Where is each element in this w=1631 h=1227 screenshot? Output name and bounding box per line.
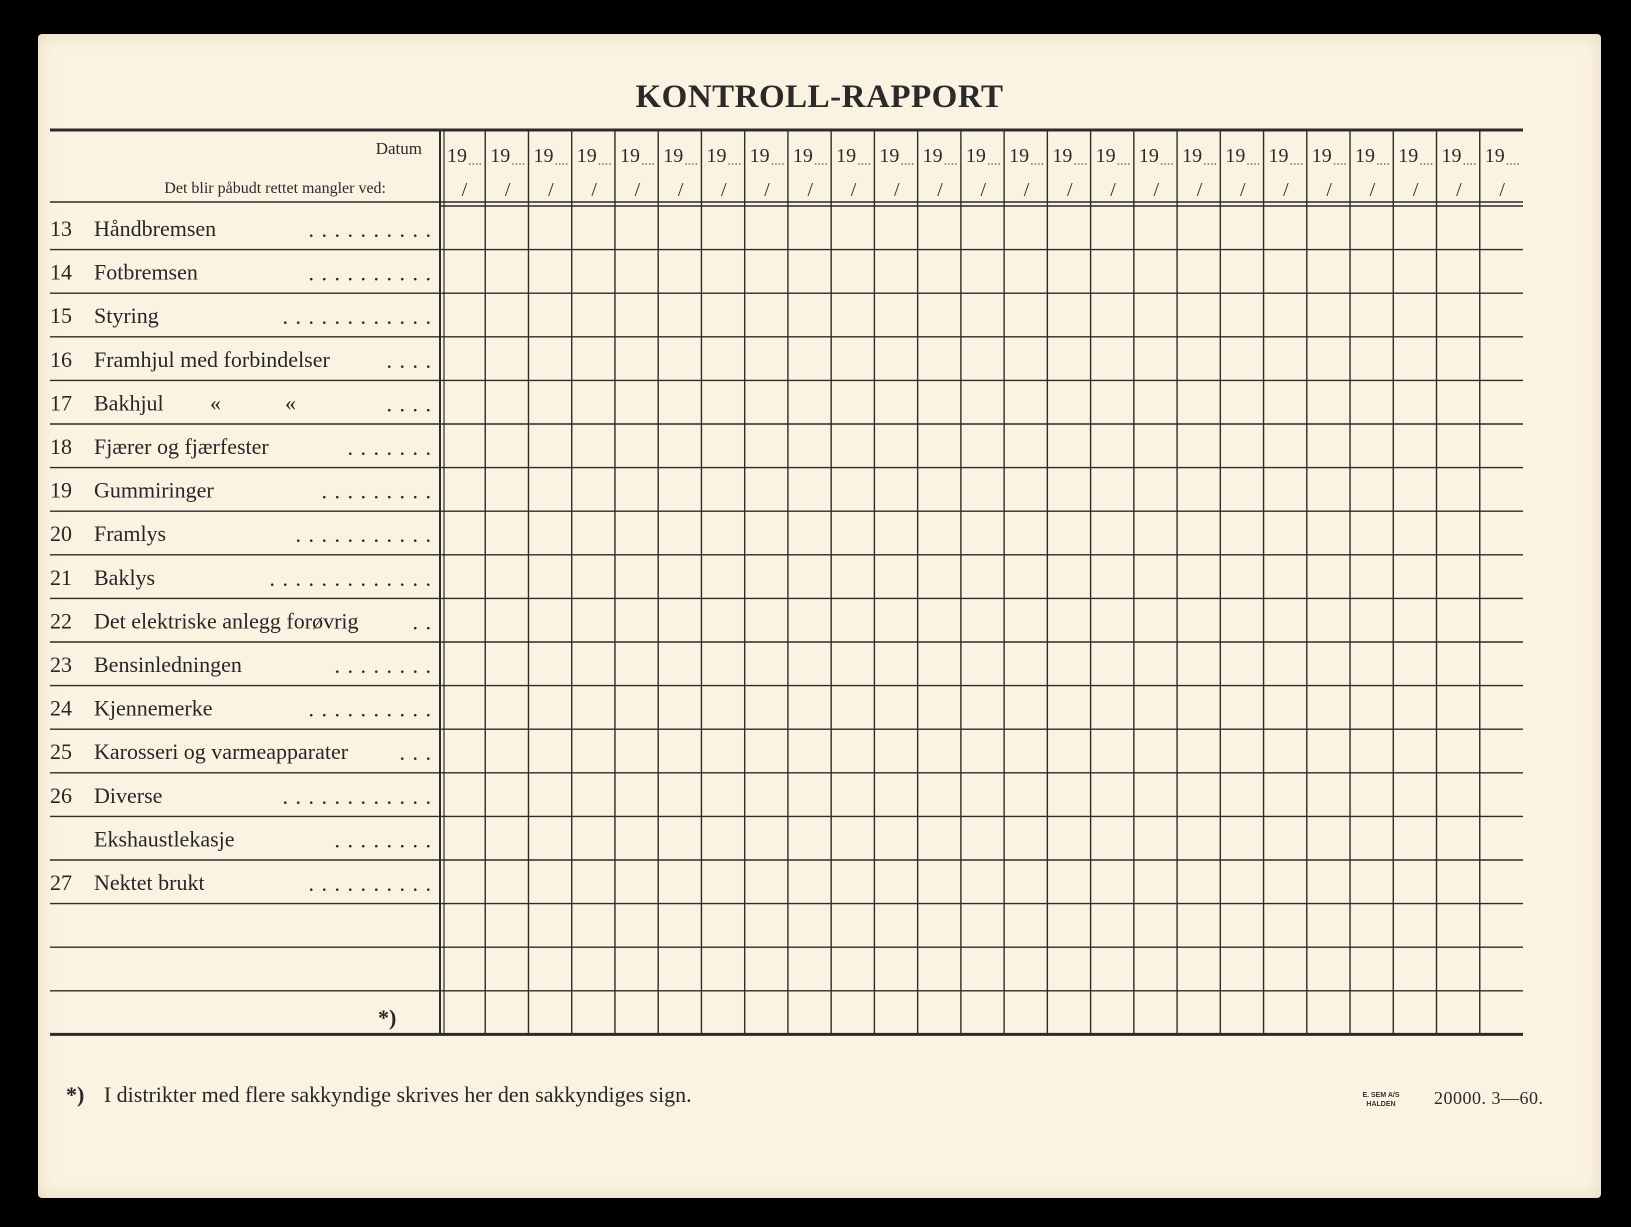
signature-marker: *) [378,1004,397,1030]
check-item-row [50,521,432,547]
date-slash: / [1066,179,1073,201]
date-header-cell [923,145,957,201]
printer-mark [1358,1091,1404,1109]
date-header-cell [966,145,1000,201]
date-header-cell [1355,145,1389,201]
item-label: Framhjul med forbindelser [94,346,330,372]
dot-leader: . . . [399,740,432,766]
item-label: Karosseri og varmeapparater [94,739,349,765]
footnote-text: I distrikter med flere sakkyndige skrives her den sakkyndiges sign. [103,1082,692,1107]
item-label: Fotbremsen [94,259,198,285]
date-slash: / [894,179,900,201]
date-header-cell [706,145,740,201]
date-slash: / [591,179,597,201]
dot-leader: . . . . . . . . [334,827,432,853]
check-item-row [50,565,432,591]
ditto-mark: « [285,390,296,416]
item-number: 20 [50,521,72,547]
date-header-cell [750,145,784,201]
item-label: Ekshaustlekasje [94,826,235,852]
item-label: Styring [94,303,159,329]
check-item-row [50,696,432,722]
item-number: 15 [50,303,72,329]
date-slash: / [1283,179,1289,201]
check-item-row [50,434,432,460]
year-prefix: 19 [1095,145,1116,167]
check-item-row [50,390,432,416]
item-number: 25 [50,739,72,765]
item-label: Bensinledningen [94,652,242,677]
printer-city: HALDEN [1366,1101,1396,1108]
dot-leader: . . . . . . . . . . [308,217,432,242]
item-label: Framlys [94,521,167,547]
dot-leader: . . . . . . . [347,435,432,460]
instruction-label: Det blir påbudt rettet mangler ved: [164,180,386,197]
item-number: 26 [50,782,72,808]
item-number: 13 [50,216,72,241]
item-label: Nektet brukt [94,870,205,895]
item-number: 24 [50,695,72,721]
date-slash: / [850,179,857,201]
year-prefix: 19 [922,145,943,167]
dot-leader: . . . . [386,347,432,373]
dot-leader: . . . . . . . . . . [308,871,432,896]
year-prefix: 19 [663,145,684,167]
year-prefix: 19 [1268,145,1289,167]
check-item-row [50,216,432,242]
year-prefix: 19 [1009,145,1030,167]
year-prefix: 19 [447,145,467,167]
report-card [38,34,1601,1198]
item-label: Håndbremsen [94,216,217,241]
year-prefix: 19 [1484,145,1505,167]
item-label: Gummiringer [94,477,214,503]
date-header-cell [620,145,654,201]
year-prefix: 19 [836,145,857,167]
check-item-row [50,303,432,329]
check-item-row [50,783,432,809]
date-slash: / [634,179,641,201]
date-slash: / [1412,179,1419,201]
date-header-cells [447,145,1519,201]
item-number: 22 [50,608,72,634]
year-prefix: 19 [879,145,900,167]
dot-leader: . . . . . . . . . . [308,260,432,286]
date-header-cell [1139,145,1173,201]
year-prefix: 19 [1441,145,1462,167]
year-prefix: 19 [619,145,640,167]
year-prefix: 19 [533,145,554,167]
date-header-cell [1182,145,1216,201]
item-number: 16 [50,346,72,372]
year-prefix: 19 [792,145,813,167]
date-slash: / [721,179,727,201]
check-item-row [50,739,432,765]
date-header-cell [836,145,870,201]
check-item-row [94,826,432,852]
date-header-cell [490,145,524,201]
date-header-cell [793,145,827,201]
row-labels [50,216,432,1030]
date-header-cell [533,145,567,201]
item-number: 27 [50,870,72,895]
dot-leader: . . . . . . . . . . . . . [269,565,432,591]
year-prefix: 19 [706,145,727,167]
date-header-cell [1442,145,1476,201]
date-header-cell [1096,145,1130,201]
year-prefix: 19 [1138,145,1159,167]
date-header-cell [1009,145,1043,201]
year-prefix: 19 [576,145,597,167]
date-slash: / [1369,179,1376,201]
item-number: 14 [50,259,72,285]
item-number: 19 [50,477,72,503]
date-header-cell [1052,145,1086,201]
check-item-row [378,1005,396,1030]
date-slash: / [1196,179,1203,201]
footnote [66,1082,692,1108]
dot-leader: . . . . . . . . . . . . [282,304,432,330]
check-item-row [50,347,432,373]
date-slash: / [1326,179,1332,201]
dot-leader: . . . . . . . . . . . [295,522,432,548]
date-slash: / [937,179,943,201]
dot-leader: . . . . . . . . . . [308,696,432,722]
item-label: Baklys [94,564,156,590]
year-prefix: 19 [1225,145,1246,167]
datum-label: Datum [375,139,422,158]
ditto-mark: « [210,390,221,416]
dot-leader: . . . . . . . . [334,653,432,678]
date-slash: / [461,179,468,201]
dot-leader: . . . . . . . . . . . . [282,783,432,809]
item-number: 17 [50,390,72,416]
item-number: 23 [50,652,72,677]
item-label: Fjærer og fjærfester [94,434,269,459]
year-prefix: 19 [1398,145,1419,167]
date-header-cell [663,145,697,201]
footnote-marker: *) [66,1082,85,1107]
year-prefix: 19 [1311,145,1332,167]
date-header-cell [1269,145,1303,201]
date-slash: / [1153,179,1160,201]
printer-name: E. SEM A/S [1362,1092,1400,1099]
inspection-grid [38,34,1601,1198]
item-label: Diverse [94,782,163,808]
check-item-row [50,870,432,896]
date-header-cell [1485,145,1519,201]
grid-header [164,139,422,197]
item-label: Bakhjul [94,390,164,416]
date-slash: / [1239,179,1246,201]
dot-leader: . . . . . . . . . [321,478,432,504]
item-number: 21 [50,564,72,590]
year-prefix: 19 [1355,145,1376,167]
date-header-cell [1312,145,1346,201]
check-item-row [50,608,432,634]
date-header-cell [577,145,611,201]
date-slash: / [1456,179,1462,201]
check-item-row [50,652,432,678]
print-code: 20000. 3—60. [1434,1088,1544,1108]
date-slash: / [980,179,987,201]
date-header-cell [1398,145,1432,201]
year-prefix: 19 [490,145,511,167]
date-header-cell [1225,145,1259,201]
form-title: KONTROLL-RAPPORT [635,79,1004,115]
date-slash: / [1499,179,1505,201]
date-header-cell [879,145,913,201]
date-slash: / [1023,179,1030,201]
item-label: Kjennemerke [94,695,213,721]
date-slash: / [677,179,684,201]
item-label: Det elektriske anlegg forøvrig [94,608,359,634]
date-slash: / [504,179,511,201]
date-slash: / [548,179,554,201]
date-slash: / [764,179,770,201]
dot-leader: . . [412,609,432,635]
date-slash: / [1110,179,1116,201]
item-number: 18 [50,434,72,459]
year-prefix: 19 [1052,145,1073,167]
check-item-row [50,260,432,286]
year-prefix: 19 [749,145,770,167]
year-prefix: 19 [1182,145,1203,167]
year-prefix: 19 [965,145,986,167]
date-header-cell [447,145,481,201]
dot-leader: . . . . [386,391,432,417]
check-item-row [50,478,432,504]
date-slash: / [807,179,814,201]
